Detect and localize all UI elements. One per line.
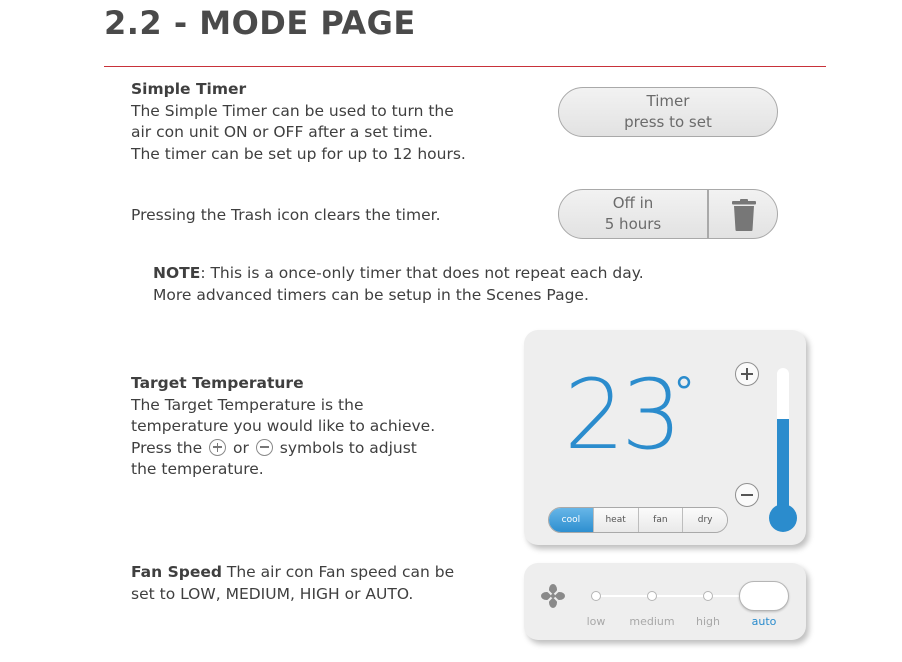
fan-icon [541, 584, 565, 608]
simple-timer-line-3: The timer can be set up for up to 12 hours. [131, 144, 466, 163]
target-temp-section [131, 373, 491, 481]
plus-icon [209, 439, 226, 456]
fan-medium-label[interactable]: medium [629, 615, 675, 628]
fan-low-label[interactable]: low [586, 615, 606, 628]
fan-auto-label[interactable]: auto [751, 615, 777, 628]
thermometer-bulb [769, 504, 797, 532]
trash-button[interactable] [709, 190, 778, 239]
trash-description: Pressing the Trash icon clears the timer. [131, 206, 441, 224]
fan-low-stop[interactable] [591, 591, 601, 601]
thermometer-track [777, 368, 789, 518]
target-temp-line-3a: Press the [131, 438, 203, 457]
simple-timer-line-2: air con unit ON or OFF after a set time. [131, 123, 433, 141]
fan-speed-panel [524, 563, 806, 640]
minus-icon [741, 494, 753, 497]
timer-active-pill [558, 189, 778, 239]
fan-speed-section [131, 562, 501, 605]
timer-button[interactable] [558, 87, 778, 137]
note-line-2: More advanced timers can be setup in the Scenes Page. [153, 285, 589, 304]
mode-fan-button[interactable]: fan [639, 508, 684, 532]
mode-dry-button[interactable]: dry [683, 508, 727, 532]
target-temp-line-1: The Target Temperature is the [131, 395, 364, 414]
simple-timer-line-1: The Simple Timer can be used to turn the [131, 101, 454, 120]
simple-timer-heading: Simple Timer [131, 80, 247, 98]
target-temp-line-4: the temperature. [131, 460, 264, 478]
timer-countdown-label: Off in [612, 194, 654, 212]
target-temp-line-3b: or [233, 438, 249, 457]
mode-cool-button[interactable]: cool [549, 508, 594, 532]
fan-high-stop[interactable] [703, 591, 713, 601]
temperature-panel [524, 330, 806, 545]
timer-button-label: Timer [646, 92, 690, 110]
title-divider [104, 66, 826, 67]
target-temp-heading: Target Temperature [131, 374, 304, 392]
timer-countdown [559, 193, 707, 235]
page-title: 2.2 - MODE PAGE [104, 4, 416, 42]
note-label: NOTE [153, 264, 201, 282]
fan-speed-line-2: set to LOW, MEDIUM, HIGH or AUTO. [131, 584, 414, 603]
fan-medium-stop[interactable] [647, 591, 657, 601]
target-temp-line-2: temperature you would like to achieve. [131, 417, 436, 435]
degree-symbol: ° [674, 370, 694, 416]
timer-button-sublabel: press to set [624, 113, 712, 131]
mode-selector [548, 507, 728, 533]
fan-speed-line-1: The air con Fan speed can be [221, 563, 455, 581]
target-temp-line-3c: symbols to adjust [279, 438, 417, 457]
note-block [153, 263, 773, 306]
timer-countdown-value: 5 hours [604, 215, 662, 233]
fan-high-label[interactable]: high [696, 615, 720, 628]
trash-icon [730, 199, 758, 231]
fan-auto-handle[interactable] [739, 581, 789, 611]
fan-speed-heading: Fan Speed [131, 563, 222, 581]
increase-temp-button[interactable] [735, 362, 759, 386]
decrease-temp-button[interactable] [735, 483, 759, 507]
target-temp-value: 23 [564, 359, 679, 471]
mode-heat-button[interactable]: heat [594, 508, 639, 532]
minus-icon [256, 439, 273, 456]
simple-timer-section [131, 79, 531, 165]
fan-slider-track [596, 595, 756, 597]
note-line-1: : This is a once-only timer that does not repeat each day. [200, 264, 644, 282]
target-temp-line-3 [131, 438, 491, 460]
